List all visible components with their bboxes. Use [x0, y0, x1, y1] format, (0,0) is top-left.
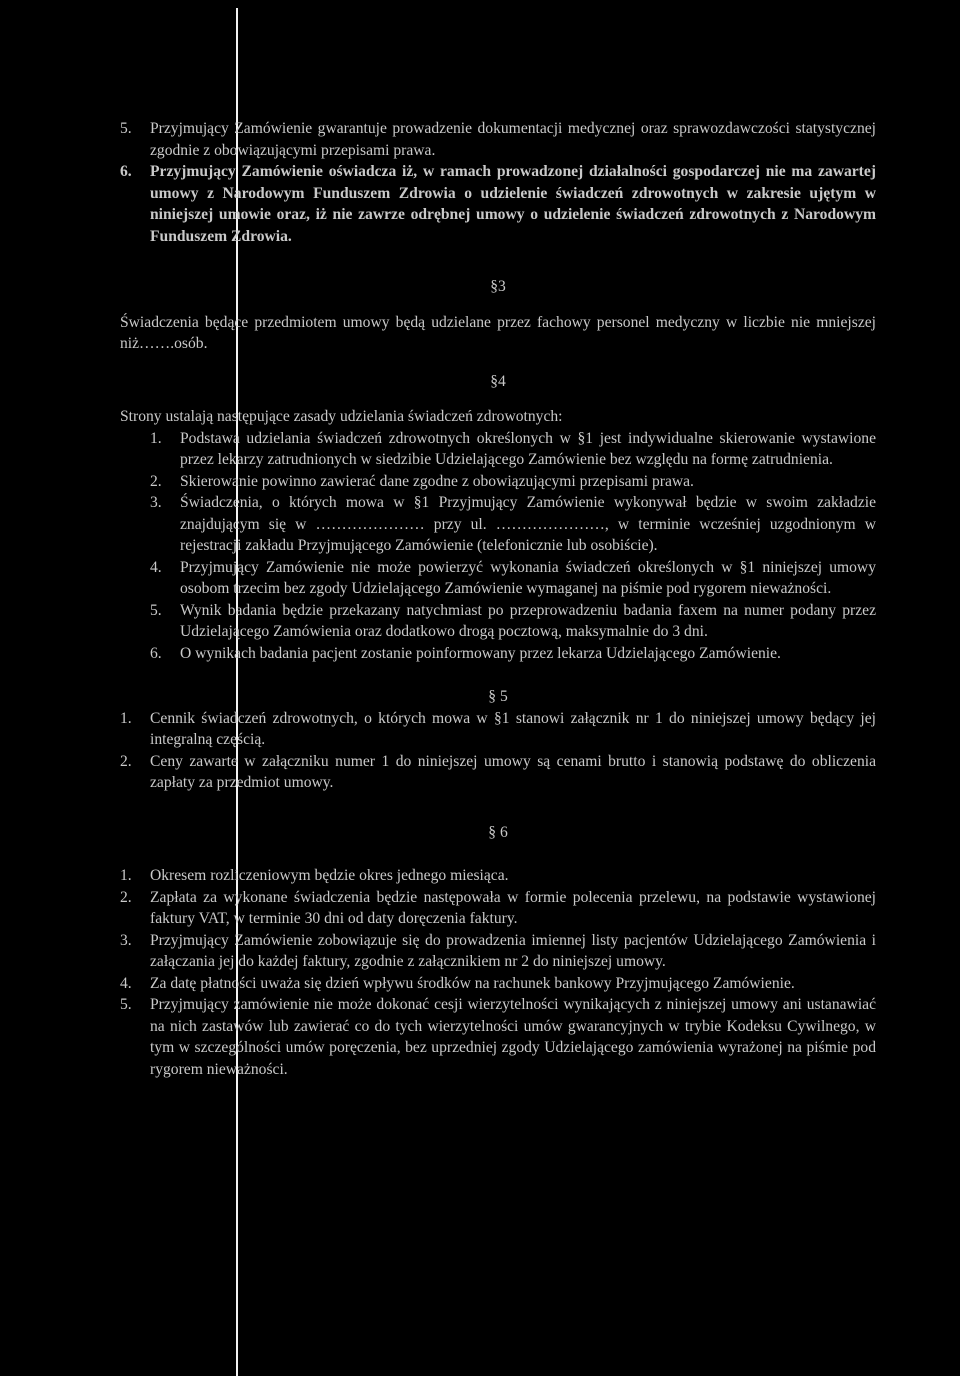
item-number: 5. — [150, 601, 162, 619]
item-text: O wynikach badania pacjent zostanie poinformowany przez lekarza Udzielającego Zamówienie. — [180, 644, 781, 662]
section-6-heading: § 6 — [488, 823, 508, 841]
list-item — [120, 751, 876, 794]
list-item — [120, 930, 876, 973]
list-item — [120, 161, 876, 247]
item-text: Przyjmujący Zamówienie gwarantuje prowadzenie dokumentacji medycznej oraz sprawozdawczości statystycznej zgodnie z obowiązującymi przepisami prawa. — [150, 120, 876, 159]
list-item — [120, 994, 876, 1080]
section-4-list — [120, 428, 876, 665]
item-number: 6. — [150, 644, 162, 662]
item-text: Przyjmujący Zamówienie oświadcza iż, w ramach prowadzonej działalności gospodarczej nie ma zawartej umowy z Narodowym Funduszem Zdrowia o udzielenie świadczeń zdrowotnych w zakresie ujętym w niniejszej umowie oraz, iż nie zawrze odrębnej umowy o udzielenie świadczeń zdrowotnych z Narodowym Funduszem Zdrowia. — [150, 163, 876, 245]
section-4-heading: §4 — [490, 372, 506, 390]
item-number: 1. — [150, 429, 162, 447]
item-text: Ceny zawarte w załączniku numer 1 do niniejszej umowy są cenami brutto i stanowią podstawę do obliczenia zapłaty za przedmiot umowy. — [150, 752, 876, 791]
item-number: 4. — [120, 974, 132, 992]
list-item — [150, 643, 876, 665]
item-text: Wynik badania będzie przekazany natychmiast po przeprowadzeniu badania faxem na numer podany przez Udzielającego Zamówienia oraz dodatkowo drogą pocztową, maksymalnie do 3 dni. — [180, 601, 876, 640]
section-3-heading: §3 — [490, 278, 506, 295]
item-number: 2. — [120, 888, 132, 906]
item-number: 5. — [120, 996, 132, 1013]
item-number: 3. — [120, 931, 132, 949]
list-item — [120, 708, 876, 751]
item-text: Za datę płatności uważa się dzień wpływu środków na rachunek bankowy Przyjmującego Zamówienie. — [150, 974, 795, 992]
item-text: Podstawa udzielania świadczeń zdrowotnych określonych w §1 jest indywidualne skierowanie wystawione przez lekarzy zatrudnionych w siedzibie Udzielającego Zamówienie bez względu na formę zatrudnienia. — [180, 429, 876, 468]
item-text: Zapłata za wykonane świadczenia będzie następowała w formie polecenia przelewu, na podstawie wystawionej faktury VAT, w terminie 30 dni od daty doręczenia faktury. — [150, 888, 876, 927]
item-text: Przyjmujący Zamówienie zobowiązuje się do prowadzenia imiennej listy pacjentów Udzielającego Zamówienia i załączania jej do każdej faktury, zgodnie z załącznikiem nr 2 do niniejszej umowy. — [150, 931, 876, 970]
item-number: 4. — [150, 558, 162, 576]
section-5-heading: § 5 — [488, 688, 508, 705]
item-number: 6. — [120, 163, 132, 180]
list-item — [150, 428, 876, 471]
item-text: Przyjmujący zamówienie nie może dokonać cesji wierzytelności wynikających z niniejszej umowy ani ustanawiać na nich zastawów lub zawierać co do tych wierzytelności umów gwarancyjnych w trybie Kodeksu Cywilnego, w tym w szczególności umów poręczenia, bez uprzedniej zgody Udzielającego zamówienia wyrażonej na piśmie pod rygorem nieważności. — [150, 996, 876, 1078]
section-6-list — [120, 865, 876, 1080]
item-number: 1. — [120, 709, 132, 727]
list-item — [150, 492, 876, 557]
item-number: 2. — [120, 752, 132, 770]
item-number: 1. — [120, 867, 132, 884]
list-item — [120, 887, 876, 930]
item-text: Cennik świadczeń zdrowotnych, o których mowa w §1 stanowi załącznik nr 1 do niniejszej umowy będący jej integralną częścią. — [150, 709, 876, 748]
section-4-intro: Strony ustalają następujące zasady udzielania świadczeń zdrowotnych: — [120, 408, 563, 425]
list-item — [150, 600, 876, 643]
list-item — [120, 118, 876, 161]
item-text: Przyjmujący Zamówienie nie może powierzyć wykonania świadczeń określonych w §1 niniejszej umowy osobom trzecim bez zgody Udzielającego Zamówienie wymaganej na piśmie pod rygorem nieważności. — [180, 558, 876, 597]
list-item — [120, 973, 876, 995]
list-item — [120, 865, 876, 887]
list-item — [150, 557, 876, 600]
section-3-text: Świadczenia będące przedmiotem umowy będą udzielane przez fachowy personel medyczny w liczbie nie mniejszej niż…….osób. — [120, 313, 876, 352]
item-number: 3. — [150, 494, 162, 511]
document-page — [120, 118, 876, 1080]
item-text: Skierowanie powinno zawierać dane zgodne z obowiązującymi przepisami prawa. — [180, 472, 694, 490]
item-number: 5. — [120, 120, 132, 137]
item-number: 2. — [150, 472, 162, 490]
item-text: Świadczenia, o których mowa w §1 Przyjmujący Zamówienie wykonywał będzie w swoim zakładzie znajdującym się w ………………… przy ul. …………………, w terminie wcześniej uzgodnionym w rejestracji zakładu Przyjmującego Zamówienie (telefonicznie lub osobiście). — [180, 494, 876, 554]
list-item — [150, 471, 876, 493]
item-text: Okresem rozliczeniowym będzie okres jednego miesiąca. — [150, 867, 509, 884]
